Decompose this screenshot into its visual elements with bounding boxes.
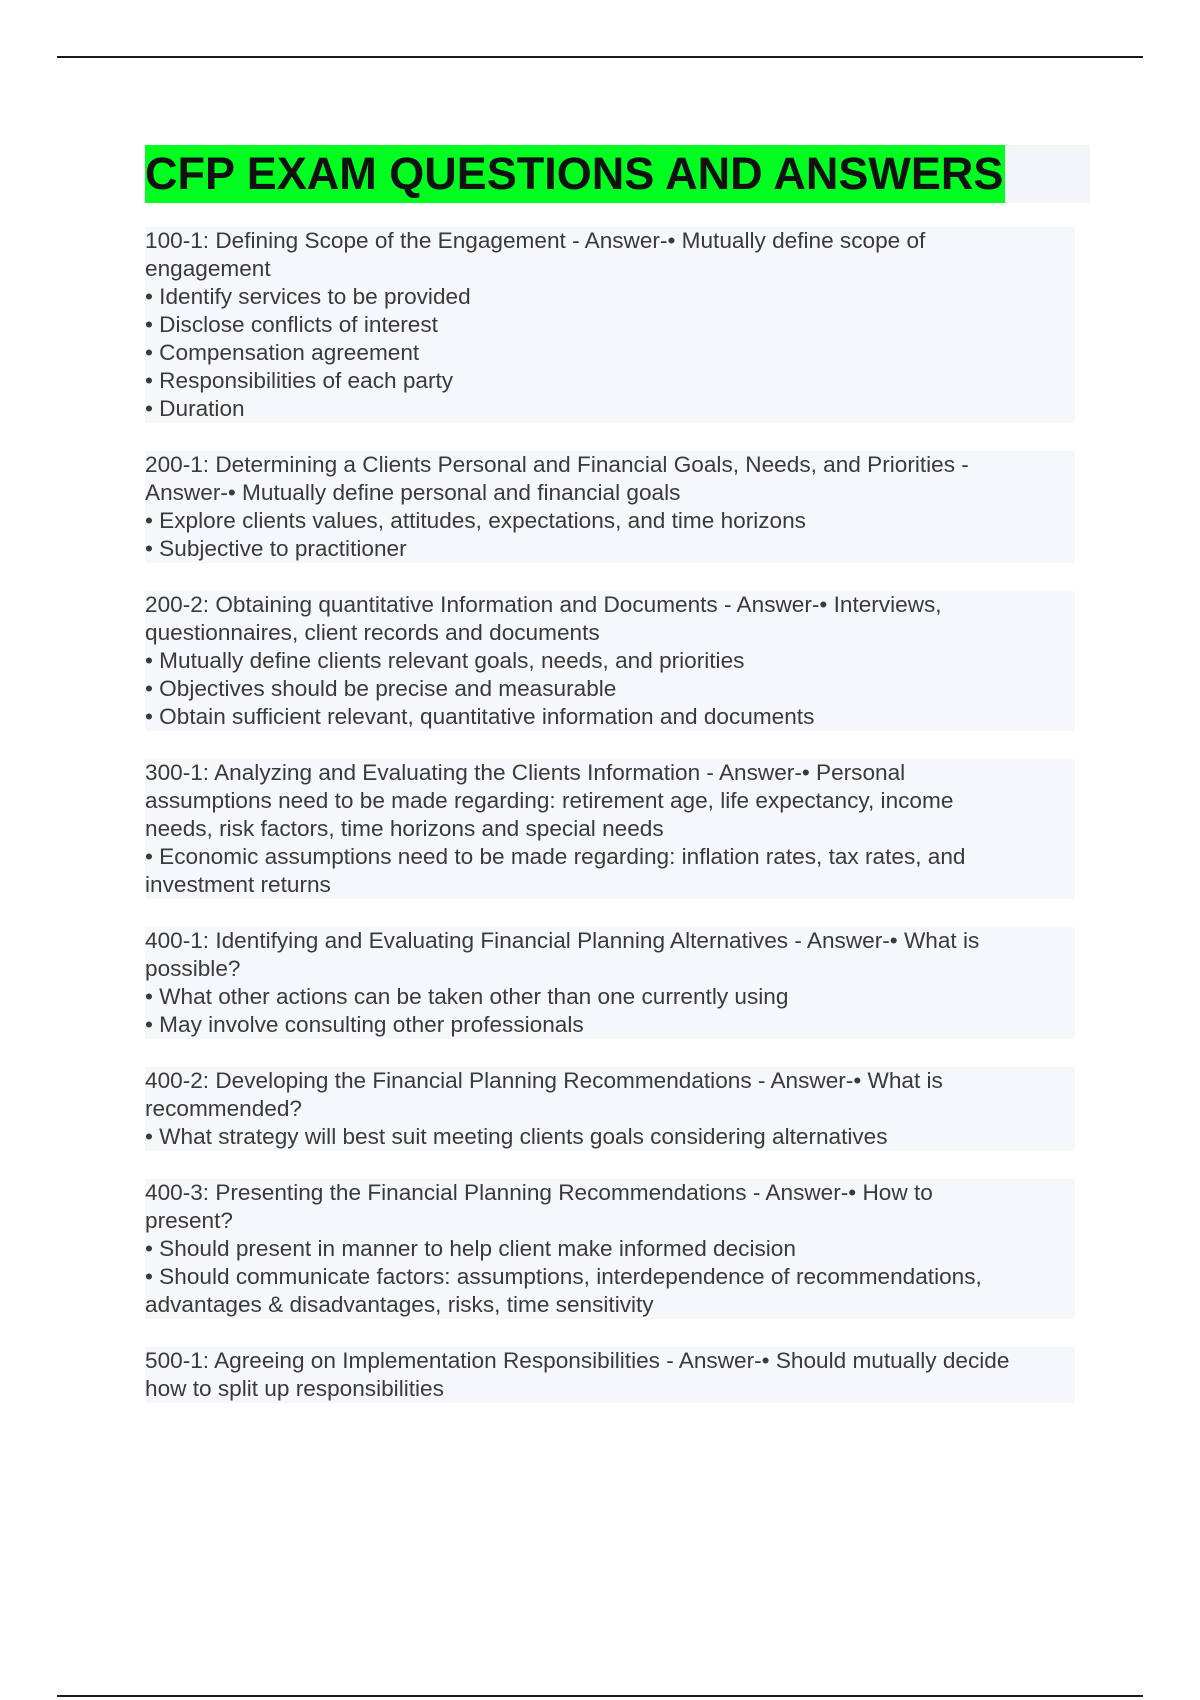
qa-answer-line: present? [145, 1208, 233, 1233]
qa-question-line: 100-1: Defining Scope of the Engagement - Answer-• Mutually define scope of [145, 228, 926, 253]
qa-answer-line: recommended? [145, 1096, 302, 1121]
qa-answer-line: • Mutually define clients relevant goals, needs, and priorities [145, 648, 745, 673]
title-bar [145, 145, 1090, 203]
qa-answer-line: • Compensation agreement [145, 340, 420, 365]
top-rule [57, 56, 1143, 58]
qa-answer-line: • Should communicate factors: assumptions, interdependence of recommendations, [145, 1264, 982, 1289]
qa-entry [145, 1347, 1075, 1403]
qa-answer-line: • Explore clients values, attitudes, expectations, and time horizons [145, 508, 806, 533]
qa-question-line: 200-1: Determining a Clients Personal and Financial Goals, Needs, and Priorities - [145, 452, 969, 477]
qa-question-line: 400-3: Presenting the Financial Planning Recommendations - Answer-• How to [145, 1180, 933, 1205]
qa-answer-line: • May involve consulting other professionals [145, 1012, 584, 1037]
qa-question-line: 400-2: Developing the Financial Planning Recommendations - Answer-• What is [145, 1068, 943, 1093]
qa-list [145, 227, 1090, 1403]
qa-entry [145, 927, 1075, 1039]
qa-entry [145, 227, 1075, 423]
qa-answer-line: advantages & disadvantages, risks, time sensitivity [145, 1292, 654, 1317]
qa-answer-line: engagement [145, 256, 271, 281]
qa-answer-line: • Objectives should be precise and measurable [145, 676, 617, 701]
qa-answer-line: questionnaires, client records and documents [145, 620, 600, 645]
qa-question-line: 500-1: Agreeing on Implementation Responsibilities - Answer-• Should mutually decide [145, 1348, 1010, 1373]
qa-question-line: 200-2: Obtaining quantitative Information and Documents - Answer-• Interviews, [145, 592, 942, 617]
qa-answer-line: • What other actions can be taken other than one currently using [145, 984, 789, 1009]
qa-question-line: 400-1: Identifying and Evaluating Financial Planning Alternatives - Answer-• What is [145, 928, 980, 953]
qa-answer-line: • Should present in manner to help client make informed decision [145, 1236, 796, 1261]
qa-answer-line: • Responsibilities of each party [145, 368, 454, 393]
qa-answer-line: assumptions need to be made regarding: retirement age, life expectancy, income [145, 788, 954, 813]
qa-answer-line: • Identify services to be provided [145, 284, 471, 309]
page-content [145, 145, 1090, 1431]
qa-entry [145, 759, 1075, 899]
qa-entry [145, 1179, 1075, 1319]
document-title: CFP EXAM QUESTIONS AND ANSWERS [145, 145, 1005, 203]
qa-answer-line: • Economic assumptions need to be made regarding: inflation rates, tax rates, and [145, 844, 966, 869]
qa-entry [145, 591, 1075, 731]
qa-answer-line: needs, risk factors, time horizons and special needs [145, 816, 664, 841]
qa-answer-line: • Disclose conflicts of interest [145, 312, 438, 337]
bottom-rule [57, 1695, 1143, 1697]
qa-question-line: 300-1: Analyzing and Evaluating the Clients Information - Answer-• Personal [145, 760, 906, 785]
qa-answer-line: possible? [145, 956, 241, 981]
qa-entry [145, 1067, 1075, 1151]
qa-answer-line: how to split up responsibilities [145, 1376, 444, 1401]
qa-answer-line: • Duration [145, 396, 245, 421]
qa-answer-line: investment returns [145, 872, 331, 897]
qa-entry [145, 451, 1075, 563]
qa-answer-line: • What strategy will best suit meeting clients goals considering alternatives [145, 1124, 888, 1149]
qa-answer-line: • Obtain sufficient relevant, quantitative information and documents [145, 704, 815, 729]
qa-answer-line: Answer-• Mutually define personal and financial goals [145, 480, 681, 505]
qa-answer-line: • Subjective to practitioner [145, 536, 407, 561]
